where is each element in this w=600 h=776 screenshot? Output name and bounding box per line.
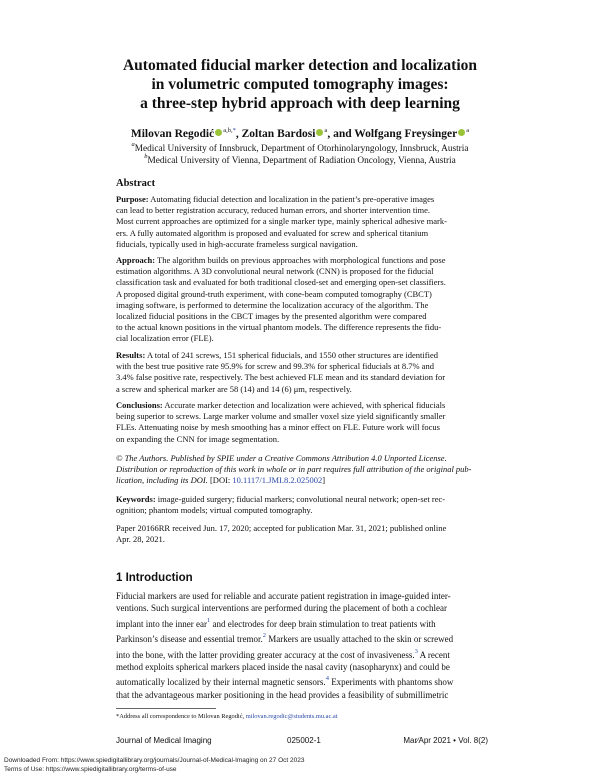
journal-name: Journal of Medical Imaging — [116, 736, 212, 745]
author-connector: and — [333, 128, 352, 140]
citation-link[interactable]: 4 — [325, 675, 329, 683]
author-separator: , — [235, 128, 239, 140]
citation-link[interactable]: 1 — [206, 616, 211, 624]
abstract-results: Results: A total of 241 screws, 151 spherical fiducials, and 1550 other structures are identified with the best true positive rate 95.9% for screw and 99.3% for spherical fiducials at 8.7% and 3.4% false positive rate, respectively. The best achieved FLE mean and its standard deviation for a screw and spherical marker are 58 (14) and 14 (6) μm, respectively. — [116, 350, 446, 394]
issue-info: Mar∕Apr 2021 • Vol. 8(2) — [403, 736, 488, 745]
author-3-affil: a — [466, 127, 470, 134]
title-line-3: a three-step hybrid approach with deep learning — [140, 95, 460, 112]
orcid-icon[interactable] — [316, 129, 323, 136]
introduction-body: Fiducial markers are used for reliable and accurate patient registration in image-guided inter- ventions. Such surgical interventions are performed during the placement of both a cochlear implant into the inner ear$^1$ and electrodes for deep brain stimulation to treat patients with Parkinson’s disease and essential tremor.$^2$ Markers are usually attached to the skin or screwed into the bone, with the latter providing greater accuracy at the cost of invasiveness.$^3$ A recent method exploits spherical markers placed inside the nasal cavity (nasopharynx) and could be automatically localized by their internal magnetic sensors.$^4$ Experiments with phantoms show that the advantageous marker positioning in the head provides a feasibility of submillimetric — [116, 591, 454, 700]
email-link[interactable]: milovan.regodic@students.mu.ac.at — [245, 713, 338, 720]
author-1-affil: a,b, — [223, 127, 233, 134]
affiliation-a-mark: a — [131, 141, 135, 148]
author-1-corresponding-mark[interactable]: * — [232, 127, 236, 134]
section-heading: 1 Introduction — [116, 572, 193, 584]
title-line-1: Automated fiducial marker detection and localization — [122, 57, 478, 74]
author-1-name: Milovan Regodić — [130, 128, 215, 140]
download-notice[interactable]: Downloaded From: https://www.spiedigitallibrary.org/journals/Journal-of-Medical-Imaging on 27 Oct 2023 — [4, 757, 305, 764]
author-3-name: Wolfgang Freysinger — [354, 128, 458, 140]
paper-title — [70, 56, 530, 113]
abstract-heading: Abstract — [116, 178, 156, 189]
page-number: 025002-1 — [287, 736, 321, 745]
results-label: Results: — [116, 350, 146, 360]
affiliation-b — [60, 153, 540, 166]
author-separator: , — [327, 128, 331, 140]
received-dates: Paper 20166RR received Jun. 17, 2020; accepted for publication Mar. 31, 2021; published online Apr. 28, 2021. — [116, 523, 447, 545]
citation-link[interactable]: 2 — [262, 632, 266, 640]
keywords-label: Keywords: — [116, 494, 156, 504]
author-list — [60, 127, 540, 140]
abstract-conclusions: Conclusions: Accurate marker detection and localization were achieved, with spherical fiducials being superior to screws. Large marker volume and smaller voxel size yield significantly smaller FLEs. Attenuating noise by mesh smoothing has a minor effect on FLE. Future work will focus on expanding the CNN for image segmentation. — [116, 400, 446, 444]
title-line-2: in volumetric computed tomography images: — [151, 76, 449, 93]
author-2-affil: a — [324, 127, 328, 134]
abstract-approach: Approach: The algorithm builds on previous approaches with morphological functions and pose estimation algorithms. A 3D convolutional neural network (CNN) is proposed for the fiducial classification task and evaluated for both traditional closed-set and emerging open-set classifiers. A proposed digital ground-truth experiment, with cone-beam computed tomography (CBCT) imaging software, is performed to determine the localization accuracy of the algorithm. The localized fiducial positions in the CBCT images by the presented algorithm were compared to the actual known positions in the virtual phantom models. The difference represents the fidu- cial localization error (FLE). — [116, 255, 446, 344]
correspondence-footnote: *Address all correspondence to Milovan Regodić, milovan.regodic@students.mu.ac.at — [116, 713, 338, 720]
affiliation-b-text: Medical University of Vienna, Department of Radiation Oncology, Vienna, Austria — [147, 156, 456, 166]
abstract-purpose: Purpose: Automating fiducial detection and localization in the patient’s pre-operative images can lead to better registration accuracy, reduced human errors, and shorter intervention time. Most current approaches are optimized for a single marker type, mainly spherical adhesive mark- ers. A fully automated algorithm is proposed and evaluated for screw and spherical titanium fiducials, typically used in high-accurate frameless surgical navigation. — [116, 194, 447, 249]
affiliation-b-mark: b — [144, 153, 148, 160]
conclusions-label: Conclusions: — [116, 400, 163, 410]
doi-link[interactable]: 10.1117/1.JMI.8.2.025002 — [232, 475, 323, 486]
affiliation-a-text: Medical University of Innsbruck, Department of Otorhinolaryngology, Innsbruck, Austria — [134, 144, 469, 154]
approach-label: Approach: — [116, 255, 156, 265]
author-2-name: Zoltan Bardosi — [241, 128, 316, 140]
keywords: Keywords: image-guided surgery; fiducial markers; convolutional neural network; open-set rec- ognition; phantom models; virtual computed tomography. — [116, 494, 446, 516]
orcid-icon[interactable] — [215, 129, 222, 136]
citation-link[interactable]: 3 — [414, 647, 418, 655]
footnote-divider — [116, 708, 216, 709]
terms-of-use[interactable]: Terms of Use: https://www.spiedigitallibrary.org/terms-of-use — [4, 766, 177, 773]
purpose-label: Purpose: — [116, 194, 149, 204]
orcid-icon[interactable] — [458, 129, 465, 136]
license-notice: © The Authors. Published by SPIE under a Creative Commons Attribution 4.0 Unported License. Distribution or reproduction of this work in whole or in part requires full attribution of the original pub- lication, including its DOI. [DOI: 10.1117/1.JMI.8.2.025002] — [116, 453, 472, 486]
